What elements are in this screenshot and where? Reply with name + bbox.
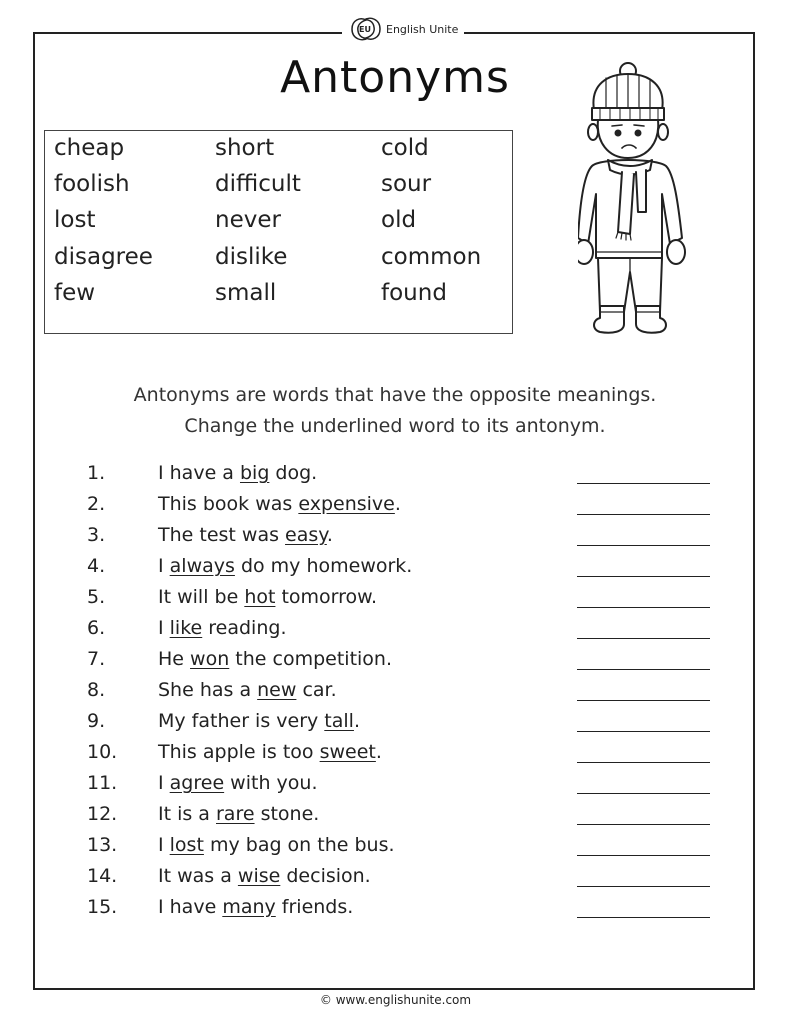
sentence-after: the competition. <box>229 648 393 670</box>
sentence-before: The test was <box>158 524 286 546</box>
question-row <box>87 462 717 493</box>
question-sentence <box>158 772 317 794</box>
word-bank-item: sour <box>381 171 432 197</box>
sentence-before: He <box>158 648 191 670</box>
sentence-after: car. <box>296 679 337 701</box>
question-sentence <box>158 462 317 484</box>
question-number: 3. <box>87 524 106 546</box>
question-number: 14. <box>87 865 118 887</box>
sentence-before: It will be <box>158 586 245 608</box>
question-sentence <box>158 896 353 918</box>
question-sentence <box>158 617 286 639</box>
sentence-before: I have a <box>158 462 240 484</box>
sentence-before: I <box>158 617 170 639</box>
underlined-word: agree <box>169 772 225 794</box>
word-bank-item: difficult <box>215 171 301 197</box>
question-number: 5. <box>87 586 106 608</box>
question-number: 8. <box>87 679 106 701</box>
answer-blank[interactable] <box>577 793 710 794</box>
instructions-line-2: Change the underlined word to its antonym. <box>184 415 606 437</box>
sentence-before: She has a <box>158 679 258 701</box>
question-sentence <box>158 834 395 856</box>
question-row <box>87 865 717 896</box>
answer-blank[interactable] <box>577 762 710 763</box>
sentence-after: do my homework. <box>234 555 413 577</box>
brand-name: English Unite <box>386 22 459 36</box>
question-sentence <box>158 648 392 670</box>
sentence-after: stone. <box>254 803 320 825</box>
question-number: 9. <box>87 710 106 732</box>
sentence-before: My father is very <box>158 710 325 732</box>
question-sentence <box>158 586 377 608</box>
sentence-before: It is a <box>158 803 216 825</box>
sentence-after: . <box>394 493 401 515</box>
word-bank-item: short <box>215 135 275 161</box>
word-bank-item: dislike <box>215 244 288 270</box>
sentence-before: I have <box>158 896 223 918</box>
answer-blank[interactable] <box>577 607 710 608</box>
question-sentence <box>158 741 382 763</box>
question-number: 6. <box>87 617 106 639</box>
question-row <box>87 586 717 617</box>
answer-blank[interactable] <box>577 576 710 577</box>
question-number: 15. <box>87 896 118 918</box>
word-bank-item: small <box>215 280 277 306</box>
answer-blank[interactable] <box>577 855 710 856</box>
sentence-after: with you. <box>224 772 318 794</box>
instructions <box>60 380 730 442</box>
question-row <box>87 493 717 524</box>
logo-letters: EU <box>359 25 371 34</box>
underlined-word: rare <box>216 803 255 825</box>
word-bank-item: never <box>215 207 281 233</box>
answer-blank[interactable] <box>577 514 710 515</box>
underlined-word: hot <box>244 586 276 608</box>
sentence-after: my bag on the bus. <box>203 834 395 856</box>
sentence-after: . <box>375 741 382 763</box>
question-number: 7. <box>87 648 106 670</box>
word-bank-item: found <box>381 280 447 306</box>
sentence-after: reading. <box>202 617 287 639</box>
sentence-before: I <box>158 772 170 794</box>
underlined-word: lost <box>169 834 204 856</box>
sentence-after: . <box>353 710 360 732</box>
brand-logo <box>342 14 464 44</box>
underlined-word: won <box>190 648 230 670</box>
question-number: 4. <box>87 555 106 577</box>
sentence-after: tomorrow. <box>275 586 378 608</box>
question-row <box>87 617 717 648</box>
answer-blank[interactable] <box>577 886 710 887</box>
word-bank-item: foolish <box>54 171 130 197</box>
word-bank-item: lost <box>54 207 96 233</box>
question-sentence <box>158 555 412 577</box>
sentence-after: friends. <box>275 896 354 918</box>
question-row <box>87 896 717 927</box>
question-sentence <box>158 493 401 515</box>
sentence-after: decision. <box>280 865 371 887</box>
page-title: Antonyms <box>280 52 510 103</box>
question-number: 13. <box>87 834 118 856</box>
sentence-after: . <box>326 524 333 546</box>
question-number: 11. <box>87 772 118 794</box>
question-row <box>87 803 717 834</box>
question-number: 10. <box>87 741 118 763</box>
underlined-word: wise <box>237 865 281 887</box>
footer-copyright: © www.englishunite.com <box>319 993 472 1007</box>
underlined-word: sweet <box>319 741 376 763</box>
sentence-before: I <box>158 555 170 577</box>
sentence-before: I <box>158 834 170 856</box>
question-row <box>87 834 717 865</box>
word-bank-item: common <box>381 244 482 270</box>
word-bank-item: disagree <box>54 244 153 270</box>
word-bank-item: old <box>381 207 417 233</box>
question-sentence <box>158 679 337 701</box>
underlined-word: new <box>257 679 297 701</box>
question-number: 2. <box>87 493 106 515</box>
underlined-word: big <box>239 462 270 484</box>
question-sentence <box>158 524 333 546</box>
question-sentence <box>158 865 371 887</box>
question-row <box>87 555 717 586</box>
word-bank-item: few <box>54 280 96 306</box>
word-bank-item: cheap <box>54 135 125 161</box>
underlined-word: always <box>169 555 235 577</box>
sentence-before: It was a <box>158 865 238 887</box>
question-row <box>87 524 717 555</box>
answer-blank[interactable] <box>577 545 710 546</box>
word-bank-item: cold <box>381 135 429 161</box>
answer-blank[interactable] <box>577 669 710 670</box>
underlined-word: many <box>222 896 276 918</box>
question-row <box>87 710 717 741</box>
underlined-word: easy <box>285 524 327 546</box>
instructions-line-1: Antonyms are words that have the opposite meanings. <box>133 384 657 406</box>
underlined-word: tall <box>324 710 354 732</box>
sentence-after: dog. <box>269 462 318 484</box>
answer-blank[interactable] <box>577 700 710 701</box>
question-row <box>87 648 717 679</box>
answer-blank[interactable] <box>577 638 710 639</box>
answer-blank[interactable] <box>577 483 710 484</box>
boy-illustration <box>578 62 696 340</box>
question-number: 12. <box>87 803 118 825</box>
english-unite-logo-icon <box>348 14 384 44</box>
question-row <box>87 679 717 710</box>
sentence-before: This apple is too <box>158 741 320 763</box>
question-row <box>87 741 717 772</box>
answer-blank[interactable] <box>577 731 710 732</box>
answer-blank[interactable] <box>577 824 710 825</box>
question-sentence <box>158 710 360 732</box>
word-bank <box>44 130 513 334</box>
answer-blank[interactable] <box>577 917 710 918</box>
underlined-word: expensive <box>298 493 395 515</box>
question-row <box>87 772 717 803</box>
underlined-word: like <box>169 617 203 639</box>
sentence-before: This book was <box>158 493 299 515</box>
question-number: 1. <box>87 462 106 484</box>
question-sentence <box>158 803 319 825</box>
